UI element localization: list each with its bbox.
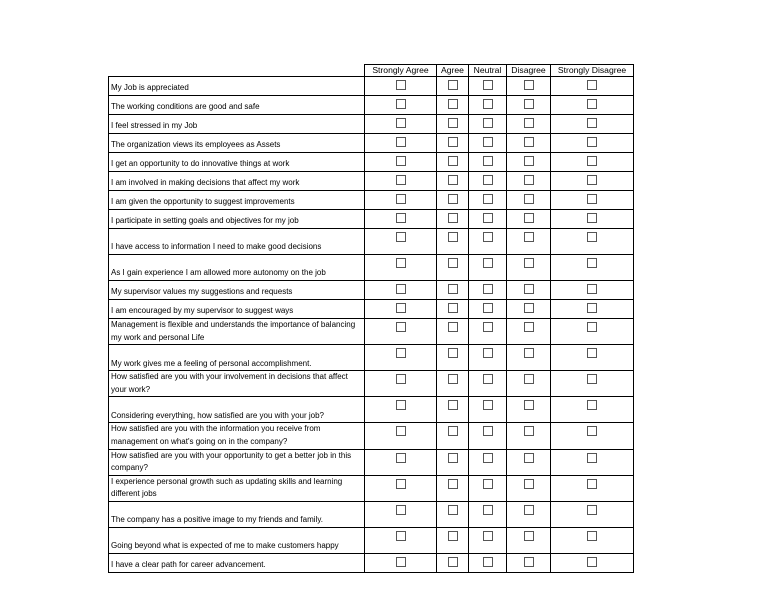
checkbox-neutral[interactable] (483, 175, 493, 185)
answer-cell-agree (437, 345, 469, 371)
question-text: The working conditions are good and safe (109, 96, 365, 115)
checkbox-strongly-agree[interactable] (396, 80, 406, 90)
answer-cell-neutral (469, 115, 507, 134)
answer-cell-neutral (469, 281, 507, 300)
checkbox-agree[interactable] (448, 374, 458, 384)
checkbox-agree[interactable] (448, 258, 458, 268)
checkbox-disagree[interactable] (524, 284, 534, 294)
answer-cell-agree (437, 255, 469, 281)
checkbox-strongly-agree[interactable] (396, 453, 406, 463)
answer-cell-strongly-disagree (551, 172, 634, 191)
answer-cell-strongly-disagree (551, 153, 634, 172)
answer-cell-agree (437, 300, 469, 319)
answer-cell-disagree (507, 449, 551, 475)
question-text: Considering everything, how satisfied are you with your job? (109, 397, 365, 423)
question-text: Going beyond what is expected of me to make customers happy (109, 527, 365, 553)
question-text: I get an opportunity to do innovative things at work (109, 153, 365, 172)
checkbox-disagree[interactable] (524, 194, 534, 204)
answer-cell-strongly-disagree (551, 371, 634, 397)
answer-cell-agree (437, 172, 469, 191)
checkbox-disagree[interactable] (524, 232, 534, 242)
answer-cell-strongly-disagree (551, 423, 634, 449)
checkbox-strongly-agree[interactable] (396, 531, 406, 541)
answer-cell-strongly-agree (365, 229, 437, 255)
checkbox-strongly-disagree[interactable] (587, 80, 597, 90)
checkbox-agree[interactable] (448, 284, 458, 294)
header-neutral: Neutral (469, 65, 507, 77)
question-row (109, 300, 634, 319)
answer-cell-agree (437, 501, 469, 527)
question-row (109, 77, 634, 96)
checkbox-strongly-disagree[interactable] (587, 194, 597, 204)
question-row (109, 229, 634, 255)
checkbox-agree[interactable] (448, 99, 458, 109)
question-text: The organization views its employees as Assets (109, 134, 365, 153)
checkbox-strongly-disagree[interactable] (587, 348, 597, 358)
answer-cell-strongly-disagree (551, 501, 634, 527)
checkbox-agree[interactable] (448, 557, 458, 567)
answer-cell-disagree (507, 172, 551, 191)
answer-cell-strongly-agree (365, 300, 437, 319)
answer-cell-strongly-agree (365, 345, 437, 371)
question-text: How satisfied are you with the information you receive from management on what's going on in the company? (109, 423, 365, 449)
answer-cell-neutral (469, 134, 507, 153)
question-row (109, 255, 634, 281)
answer-cell-neutral (469, 449, 507, 475)
answer-cell-strongly-agree (365, 281, 437, 300)
checkbox-agree[interactable] (448, 479, 458, 489)
checkbox-disagree[interactable] (524, 505, 534, 515)
question-text: I have a clear path for career advancement. (109, 553, 365, 572)
answer-cell-strongly-agree (365, 371, 437, 397)
answer-cell-strongly-agree (365, 191, 437, 210)
checkbox-agree[interactable] (448, 213, 458, 223)
answer-cell-strongly-disagree (551, 255, 634, 281)
answer-cell-neutral (469, 229, 507, 255)
answer-cell-strongly-disagree (551, 191, 634, 210)
checkbox-neutral[interactable] (483, 374, 493, 384)
question-row (109, 475, 634, 501)
checkbox-strongly-disagree[interactable] (587, 118, 597, 128)
checkbox-neutral[interactable] (483, 118, 493, 128)
checkbox-strongly-agree[interactable] (396, 348, 406, 358)
checkbox-strongly-disagree[interactable] (587, 284, 597, 294)
answer-cell-neutral (469, 345, 507, 371)
answer-cell-strongly-agree (365, 172, 437, 191)
checkbox-disagree[interactable] (524, 80, 534, 90)
question-row (109, 319, 634, 345)
answer-cell-strongly-agree (365, 319, 437, 345)
question-text: I am given the opportunity to suggest improvements (109, 191, 365, 210)
header-strongly-disagree: Strongly Disagree (551, 65, 634, 77)
question-text: I feel stressed in my Job (109, 115, 365, 134)
checkbox-strongly-disagree[interactable] (587, 479, 597, 489)
checkbox-neutral[interactable] (483, 284, 493, 294)
checkbox-disagree[interactable] (524, 531, 534, 541)
answer-cell-strongly-agree (365, 423, 437, 449)
answer-cell-agree (437, 191, 469, 210)
answer-cell-neutral (469, 553, 507, 572)
question-row (109, 501, 634, 527)
answer-cell-agree (437, 281, 469, 300)
question-row (109, 191, 634, 210)
question-text: I have access to information I need to make good decisions (109, 229, 365, 255)
answer-cell-strongly-agree (365, 449, 437, 475)
checkbox-neutral[interactable] (483, 232, 493, 242)
checkbox-strongly-agree[interactable] (396, 232, 406, 242)
question-text: Management is flexible and understands the importance of balancing my work and personal Life (109, 319, 365, 345)
checkbox-strongly-agree[interactable] (396, 118, 406, 128)
answer-cell-agree (437, 397, 469, 423)
checkbox-disagree[interactable] (524, 258, 534, 268)
checkbox-disagree[interactable] (524, 400, 534, 410)
answer-cell-neutral (469, 96, 507, 115)
question-row (109, 527, 634, 553)
answer-cell-disagree (507, 255, 551, 281)
checkbox-strongly-agree[interactable] (396, 175, 406, 185)
checkbox-neutral[interactable] (483, 80, 493, 90)
question-row (109, 115, 634, 134)
checkbox-agree[interactable] (448, 194, 458, 204)
checkbox-disagree[interactable] (524, 303, 534, 313)
checkbox-strongly-agree[interactable] (396, 322, 406, 332)
question-row (109, 96, 634, 115)
question-text: I am involved in making decisions that affect my work (109, 172, 365, 191)
checkbox-strongly-disagree[interactable] (587, 505, 597, 515)
checkbox-disagree[interactable] (524, 426, 534, 436)
answer-cell-agree (437, 96, 469, 115)
answer-cell-disagree (507, 371, 551, 397)
question-row (109, 210, 634, 229)
checkbox-disagree[interactable] (524, 118, 534, 128)
checkbox-strongly-agree[interactable] (396, 303, 406, 313)
checkbox-strongly-disagree[interactable] (587, 232, 597, 242)
answer-cell-neutral (469, 77, 507, 96)
answer-cell-disagree (507, 345, 551, 371)
checkbox-strongly-disagree[interactable] (587, 453, 597, 463)
checkbox-disagree[interactable] (524, 156, 534, 166)
checkbox-neutral[interactable] (483, 505, 493, 515)
answer-cell-disagree (507, 191, 551, 210)
checkbox-strongly-disagree[interactable] (587, 258, 597, 268)
checkbox-agree[interactable] (448, 232, 458, 242)
answer-cell-strongly-disagree (551, 397, 634, 423)
question-text: The company has a positive image to my friends and family. (109, 501, 365, 527)
checkbox-disagree[interactable] (524, 99, 534, 109)
checkbox-neutral[interactable] (483, 557, 493, 567)
answer-cell-disagree (507, 210, 551, 229)
checkbox-strongly-agree[interactable] (396, 479, 406, 489)
answer-cell-strongly-agree (365, 527, 437, 553)
answer-cell-disagree (507, 475, 551, 501)
answer-cell-strongly-disagree (551, 345, 634, 371)
question-text: My supervisor values my suggestions and requests (109, 281, 365, 300)
answer-cell-agree (437, 210, 469, 229)
checkbox-agree[interactable] (448, 303, 458, 313)
answer-cell-disagree (507, 77, 551, 96)
checkbox-neutral[interactable] (483, 303, 493, 313)
answer-cell-strongly-disagree (551, 77, 634, 96)
answer-cell-neutral (469, 255, 507, 281)
answer-cell-strongly-disagree (551, 475, 634, 501)
checkbox-strongly-disagree[interactable] (587, 99, 597, 109)
answer-cell-strongly-disagree (551, 134, 634, 153)
checkbox-strongly-disagree[interactable] (587, 374, 597, 384)
answer-cell-agree (437, 449, 469, 475)
answer-cell-strongly-agree (365, 501, 437, 527)
answer-cell-strongly-agree (365, 96, 437, 115)
answer-cell-disagree (507, 553, 551, 572)
checkbox-agree[interactable] (448, 531, 458, 541)
checkbox-agree[interactable] (448, 322, 458, 332)
checkbox-agree[interactable] (448, 453, 458, 463)
question-text: My work gives me a feeling of personal accomplishment. (109, 345, 365, 371)
answer-cell-strongly-disagree (551, 281, 634, 300)
answer-cell-strongly-disagree (551, 210, 634, 229)
header-agree: Agree (437, 65, 469, 77)
checkbox-strongly-disagree[interactable] (587, 400, 597, 410)
checkbox-strongly-disagree[interactable] (587, 531, 597, 541)
header-row (109, 65, 634, 77)
answer-cell-agree (437, 153, 469, 172)
answer-cell-strongly-agree (365, 77, 437, 96)
checkbox-disagree[interactable] (524, 213, 534, 223)
question-text: I experience personal growth such as updating skills and learning different jobs (109, 475, 365, 501)
answer-cell-agree (437, 553, 469, 572)
question-row (109, 172, 634, 191)
answer-cell-neutral (469, 210, 507, 229)
checkbox-strongly-agree[interactable] (396, 213, 406, 223)
answer-cell-neutral (469, 397, 507, 423)
checkbox-strongly-disagree[interactable] (587, 426, 597, 436)
checkbox-agree[interactable] (448, 426, 458, 436)
checkbox-strongly-agree[interactable] (396, 374, 406, 384)
checkbox-strongly-disagree[interactable] (587, 137, 597, 147)
answer-cell-neutral (469, 423, 507, 449)
survey-body (109, 77, 634, 573)
answer-cell-strongly-disagree (551, 229, 634, 255)
answer-cell-agree (437, 475, 469, 501)
header-disagree: Disagree (507, 65, 551, 77)
answer-cell-strongly-agree (365, 397, 437, 423)
answer-cell-agree (437, 229, 469, 255)
checkbox-strongly-disagree[interactable] (587, 213, 597, 223)
answer-cell-disagree (507, 153, 551, 172)
checkbox-disagree[interactable] (524, 175, 534, 185)
checkbox-neutral[interactable] (483, 531, 493, 541)
answer-cell-strongly-disagree (551, 527, 634, 553)
checkbox-strongly-disagree[interactable] (587, 156, 597, 166)
checkbox-strongly-agree[interactable] (396, 426, 406, 436)
checkbox-neutral[interactable] (483, 137, 493, 147)
answer-cell-neutral (469, 475, 507, 501)
answer-cell-strongly-agree (365, 255, 437, 281)
checkbox-neutral[interactable] (483, 194, 493, 204)
checkbox-disagree[interactable] (524, 374, 534, 384)
survey-table (108, 64, 634, 573)
answer-cell-agree (437, 77, 469, 96)
checkbox-agree[interactable] (448, 400, 458, 410)
question-text: I participate in setting goals and objectives for my job (109, 210, 365, 229)
question-text: I am encouraged by my supervisor to suggest ways (109, 300, 365, 319)
answer-cell-disagree (507, 423, 551, 449)
answer-cell-strongly-agree (365, 115, 437, 134)
answer-cell-neutral (469, 172, 507, 191)
answer-cell-disagree (507, 229, 551, 255)
question-row (109, 553, 634, 572)
answer-cell-strongly-agree (365, 210, 437, 229)
answer-cell-disagree (507, 134, 551, 153)
checkbox-strongly-agree[interactable] (396, 284, 406, 294)
answer-cell-disagree (507, 115, 551, 134)
checkbox-neutral[interactable] (483, 453, 493, 463)
answer-cell-strongly-disagree (551, 449, 634, 475)
header-strongly-agree: Strongly Agree (365, 65, 437, 77)
header-blank-cell (109, 65, 365, 77)
answer-cell-neutral (469, 191, 507, 210)
question-row (109, 281, 634, 300)
checkbox-strongly-agree[interactable] (396, 400, 406, 410)
checkbox-strongly-agree[interactable] (396, 194, 406, 204)
question-row (109, 345, 634, 371)
question-text: How satisfied are you with your opportunity to get a better job in this company? (109, 449, 365, 475)
answer-cell-disagree (507, 281, 551, 300)
checkbox-disagree[interactable] (524, 557, 534, 567)
checkbox-disagree[interactable] (524, 348, 534, 358)
checkbox-disagree[interactable] (524, 322, 534, 332)
answer-cell-strongly-disagree (551, 319, 634, 345)
answer-cell-neutral (469, 319, 507, 345)
answer-cell-neutral (469, 153, 507, 172)
answer-cell-strongly-agree (365, 134, 437, 153)
checkbox-neutral[interactable] (483, 99, 493, 109)
checkbox-neutral[interactable] (483, 322, 493, 332)
answer-cell-agree (437, 371, 469, 397)
answer-cell-strongly-agree (365, 153, 437, 172)
answer-cell-disagree (507, 501, 551, 527)
checkbox-agree[interactable] (448, 80, 458, 90)
answer-cell-strongly-agree (365, 553, 437, 572)
answer-cell-disagree (507, 96, 551, 115)
question-row (109, 371, 634, 397)
question-text: My Job is appreciated (109, 77, 365, 96)
question-row (109, 397, 634, 423)
checkbox-strongly-agree[interactable] (396, 137, 406, 147)
checkbox-disagree[interactable] (524, 453, 534, 463)
answer-cell-agree (437, 115, 469, 134)
answer-cell-disagree (507, 397, 551, 423)
checkbox-strongly-disagree[interactable] (587, 557, 597, 567)
checkbox-disagree[interactable] (524, 137, 534, 147)
answer-cell-agree (437, 527, 469, 553)
checkbox-agree[interactable] (448, 156, 458, 166)
checkbox-agree[interactable] (448, 348, 458, 358)
checkbox-strongly-disagree[interactable] (587, 322, 597, 332)
checkbox-strongly-disagree[interactable] (587, 303, 597, 313)
answer-cell-agree (437, 134, 469, 153)
checkbox-neutral[interactable] (483, 479, 493, 489)
answer-cell-neutral (469, 300, 507, 319)
checkbox-neutral[interactable] (483, 156, 493, 166)
answer-cell-disagree (507, 527, 551, 553)
answer-cell-strongly-disagree (551, 300, 634, 319)
checkbox-strongly-agree[interactable] (396, 557, 406, 567)
checkbox-neutral[interactable] (483, 400, 493, 410)
checkbox-strongly-agree[interactable] (396, 258, 406, 268)
answer-cell-agree (437, 319, 469, 345)
checkbox-strongly-agree[interactable] (396, 505, 406, 515)
question-row (109, 134, 634, 153)
answer-cell-strongly-disagree (551, 115, 634, 134)
question-row (109, 449, 634, 475)
answer-cell-agree (437, 423, 469, 449)
checkbox-neutral[interactable] (483, 348, 493, 358)
answer-cell-disagree (507, 300, 551, 319)
checkbox-neutral[interactable] (483, 213, 493, 223)
answer-cell-strongly-agree (365, 475, 437, 501)
checkbox-strongly-agree[interactable] (396, 156, 406, 166)
checkbox-agree[interactable] (448, 118, 458, 128)
question-text: As I gain experience I am allowed more autonomy on the job (109, 255, 365, 281)
answer-cell-strongly-disagree (551, 553, 634, 572)
checkbox-neutral[interactable] (483, 258, 493, 268)
checkbox-agree[interactable] (448, 505, 458, 515)
answer-cell-neutral (469, 527, 507, 553)
question-text: How satisfied are you with your involvement in decisions that affect your work? (109, 371, 365, 397)
checkbox-strongly-disagree[interactable] (587, 175, 597, 185)
answer-cell-neutral (469, 501, 507, 527)
checkbox-agree[interactable] (448, 175, 458, 185)
checkbox-strongly-agree[interactable] (396, 99, 406, 109)
question-row (109, 153, 634, 172)
answer-cell-strongly-disagree (551, 96, 634, 115)
checkbox-disagree[interactable] (524, 479, 534, 489)
question-row (109, 423, 634, 449)
answer-cell-neutral (469, 371, 507, 397)
checkbox-neutral[interactable] (483, 426, 493, 436)
checkbox-agree[interactable] (448, 137, 458, 147)
answer-cell-disagree (507, 319, 551, 345)
